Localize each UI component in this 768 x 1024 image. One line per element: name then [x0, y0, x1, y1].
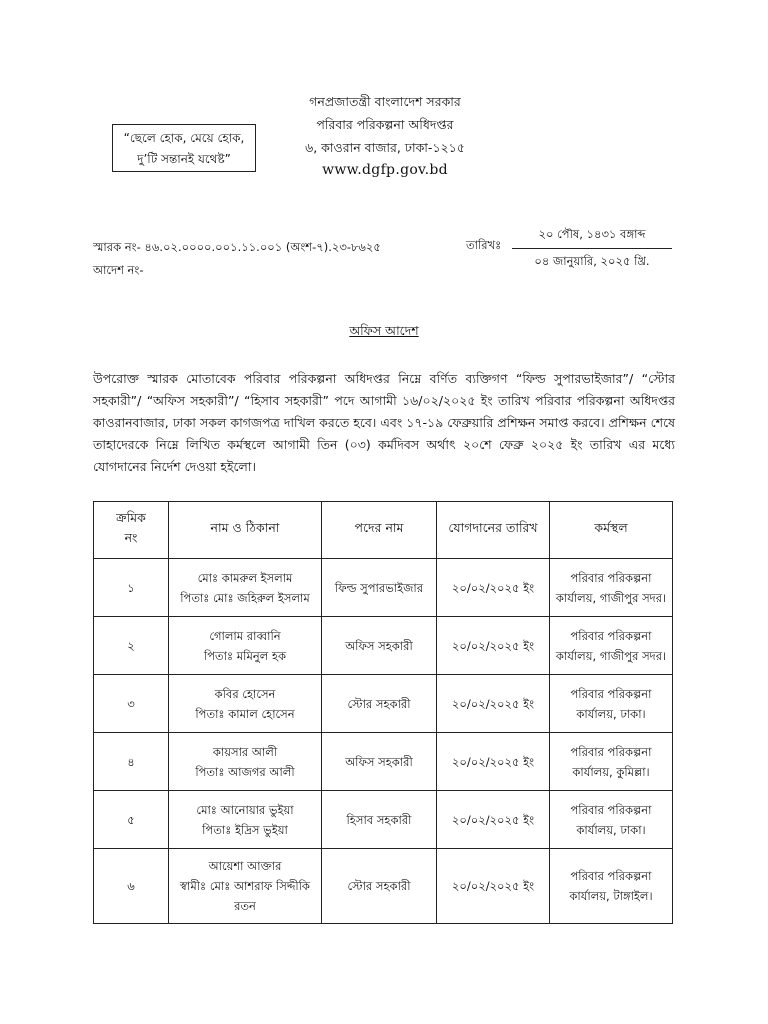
serial-header-line-2: নং [124, 530, 138, 545]
join-date-cell: ২০/০২/২০২৫ ইং [437, 617, 550, 675]
table-row [94, 675, 673, 733]
name-address-cell [169, 559, 322, 617]
table-row [94, 791, 673, 849]
table-row [94, 849, 673, 924]
date-label: তারিখঃ [466, 238, 502, 252]
workplace-line-2: কার্যালয়, গাজীপুর সদর। [555, 590, 667, 605]
memo-reference: স্মারক নং- ৪৬.০২.০০০০.০০১.১১.০০১ (অংশ-৭).২৩-৮৬২৫ [93, 240, 381, 254]
name-header: নাম ও ঠিকানা [169, 502, 322, 559]
website-address: www.dgfp.gov.bd [322, 162, 448, 178]
workplace-line-2: কার্যালয়, টাঙ্গাইল। [569, 889, 653, 903]
workplace-line-2: কার্যালয়, ঢাকা। [576, 822, 646, 837]
name-address-cell [169, 617, 322, 675]
workplace-line-2: কার্যালয়, কুমিল্লা। [572, 764, 650, 779]
serial-cell: ৪ [94, 733, 169, 791]
office-header [250, 90, 520, 182]
person-name: আয়েশা আক্তার [208, 859, 282, 873]
serial-cell: ১ [94, 559, 169, 617]
table-row [94, 617, 673, 675]
workplace-cell [550, 675, 673, 733]
post-cell: ফিল্ড সুপারভাইজার [322, 559, 437, 617]
person-guardian: পিতাঃ মোঃ জহিরুল ইসলাম [180, 590, 310, 605]
person-name: গোলাম রাব্বানি [209, 628, 281, 643]
post-cell: স্টোর সহকারী [322, 675, 437, 733]
workplace-line-1: পরিবার পরিকল্পনা [570, 744, 652, 759]
person-name: কায়সার আলী [212, 744, 278, 759]
appointment-table [93, 501, 673, 924]
person-name: মোঃ কামরুল ইসলাম [197, 570, 293, 585]
person-guardian: পিতাঃ আজগর আলী [195, 764, 295, 779]
government-name: গনপ্রজাতন্ত্রী বাংলাদেশ সরকার [309, 94, 461, 109]
document-title-text: অফিস আদেশ [349, 323, 419, 338]
department-name: পরিবার পরিকল্পনা অধিদপ্তর [316, 117, 454, 132]
slogan-line-1: “ছেলে হোক, মেয়ে হোক, [123, 131, 245, 145]
name-address-cell [169, 791, 322, 849]
name-address-cell [169, 733, 322, 791]
serial-header [94, 502, 169, 559]
slogan-line-2: দু’টি সন্তানই যথেষ্ট” [137, 152, 231, 166]
workplace-cell [550, 559, 673, 617]
person-guardian: পিতাঃ কামাল হোসেন [195, 706, 295, 721]
workplace-line-2: কার্যালয়, ঢাকা। [576, 706, 646, 721]
serial-cell: ৬ [94, 849, 169, 924]
join-date-cell: ২০/০২/২০২৫ ইং [437, 559, 550, 617]
person-guardian: স্বামীঃ মোঃ আশরাফ সিদ্দীকি রতন [180, 879, 310, 913]
post-cell: অফিস সহকারী [322, 733, 437, 791]
post-cell: স্টোর সহকারী [322, 849, 437, 924]
table-row [94, 559, 673, 617]
serial-cell: ৩ [94, 675, 169, 733]
date-bangla: ২০ পৌষ, ১৪৩১ বঙ্গাব্দ [512, 226, 672, 249]
workplace-line-2: কার্যালয়, গাজীপুর সদর। [555, 648, 667, 663]
order-number: আদেশ নং- [93, 263, 144, 277]
serial-cell: ২ [94, 617, 169, 675]
office-address: ৬, কাওরান বাজার, ঢাকা-১২১৫ [305, 140, 465, 155]
post-cell: অফিস সহকারী [322, 617, 437, 675]
workplace-header: কর্মস্থল [550, 502, 673, 559]
join-date-cell: ২০/০২/২০২৫ ইং [437, 791, 550, 849]
join-date-cell: ২০/০২/২০২৫ ইং [437, 675, 550, 733]
join-date-cell: ২০/০২/২০২৫ ইং [437, 733, 550, 791]
workplace-cell [550, 791, 673, 849]
post-header: পদের নাম [322, 502, 437, 559]
workplace-cell [550, 849, 673, 924]
name-address-cell [169, 675, 322, 733]
workplace-line-1: পরিবার পরিকল্পনা [570, 628, 652, 643]
workplace-cell [550, 617, 673, 675]
date-block [512, 226, 672, 272]
order-body-text: উপরোক্ত স্মারক মোতাবেক পরিবার পরিকল্পনা অধিদপ্তর নিম্নে বর্ণিত ব্যক্তিগণ “ফিল্ড সুপারভাইজার”/ “স্টোর সহকারী”/ “অফিস সহকারী”/ “হিসাব সহকারী” পদে আগামী ১৬/০২/২০২৫ ইং তারিখ পরিবার পরিকল্পনা অধিদপ্তর কাওরানবাজার, ঢাকা সকল কাগজপত্র দাখিল করতে হবে। এবং ১৭-১৯ ফেব্রুয়ারি প্রশিক্ষন সমাপ্ত করবে। প্রশিক্ষন শেষে তাহাদেরকে নিম্নে লিখিত কর্মস্থলে আগামী তিন (০৩) কর্মদিবস অর্থাৎ ২০শে ফেব্রু ২০২৫ ইং তারিখ এর মধ্যে যোগদানের নির্দেশ দেওয়া হইলো। [93, 371, 675, 474]
join-date-header: যোগদানের তারিখ [437, 502, 550, 559]
workplace-line-1: পরিবার পরিকল্পনা [570, 802, 652, 817]
table-row [94, 733, 673, 791]
workplace-line-1: পরিবার পরিকল্পনা [570, 869, 652, 883]
workplace-line-1: পরিবার পরিকল্পনা [570, 570, 652, 585]
document-title [0, 323, 768, 343]
table-header-row [94, 502, 673, 559]
person-guardian: পিতাঃ মমিনুল হক [203, 648, 287, 663]
post-cell: হিসাব সহকারী [322, 791, 437, 849]
person-name: মোঃ আনোয়ার ভুইয়া [196, 802, 294, 817]
join-date-cell: ২০/০২/২০২৫ ইং [437, 849, 550, 924]
serial-header-line-1: ক্রমিক [116, 510, 146, 525]
person-guardian: পিতাঃ ইদ্রিস ভুইয়া [202, 822, 288, 837]
slogan-box [112, 124, 256, 172]
workplace-cell [550, 733, 673, 791]
name-address-cell [169, 849, 322, 924]
person-name: কবির হোসেন [214, 686, 276, 701]
date-gregorian: ০৪ জানুয়ারি, ২০২৫ খ্রি. [534, 254, 650, 268]
workplace-line-1: পরিবার পরিকল্পনা [570, 686, 652, 701]
serial-cell: ৫ [94, 791, 169, 849]
